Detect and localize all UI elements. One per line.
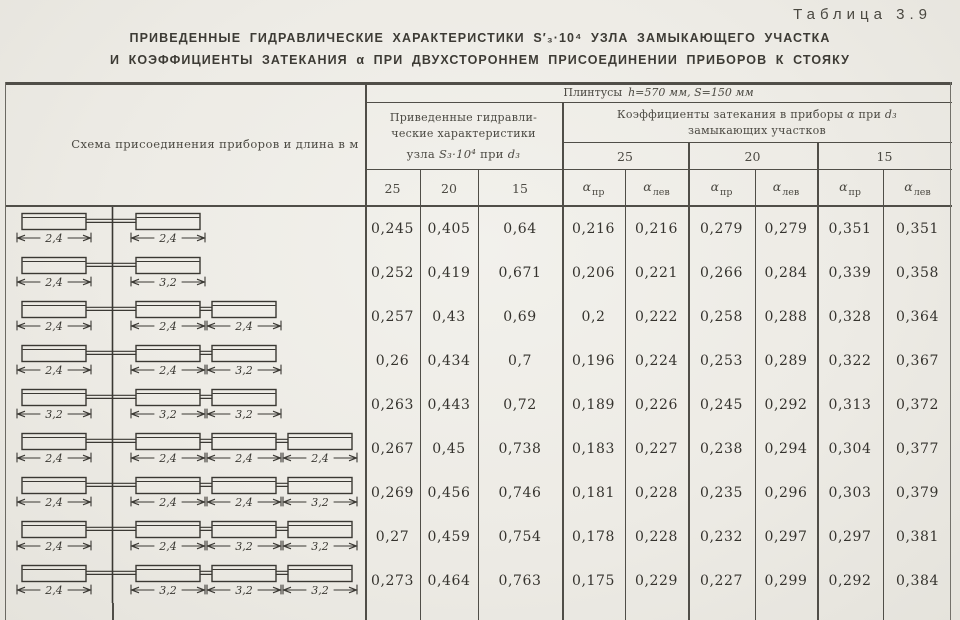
value-r1-c6: 0,279: [699, 221, 744, 237]
value-r5-c7: 0,292: [764, 397, 808, 413]
col-header-group-15: 15: [876, 149, 893, 164]
value-r7-c5: 0,228: [634, 485, 679, 501]
col-header-s-25: 25: [384, 181, 401, 196]
value-r3-c3: 0,69: [503, 309, 537, 325]
header-divider-2: [562, 142, 952, 143]
col-header-group-25: 25: [617, 149, 633, 164]
value-r7-c2: 0,456: [427, 485, 471, 501]
top-span-value: h=570 мм, S=150 мм: [628, 86, 754, 99]
value-r9-c3: 0,763: [498, 573, 542, 589]
value-r8-c3: 0,754: [498, 529, 542, 545]
value-r3-c9: 0,364: [895, 309, 940, 325]
svg-text:2,4: 2,4: [45, 363, 63, 377]
value-r3-c2: 0,43: [432, 309, 466, 325]
value-r6-c2: 0,45: [432, 441, 466, 457]
value-r9-c7: 0,299: [764, 573, 808, 589]
value-r3-c8: 0,328: [828, 309, 872, 325]
hydraulics-table: [5, 82, 952, 620]
schematic-drawing: [6, 515, 364, 559]
svg-text:3,2: 3,2: [311, 495, 329, 509]
value-r2-c5: 0,221: [634, 265, 679, 281]
value-r6-c5: 0,227: [634, 441, 679, 457]
schematic-row-5: [6, 383, 364, 427]
table-border-top: [5, 82, 952, 85]
schematic-drawing: [6, 471, 364, 515]
svg-text:3,2: 3,2: [235, 363, 253, 377]
value-r7-c6: 0,235: [699, 485, 744, 501]
schematic-row-1: [6, 207, 364, 251]
svg-text:3,2: 3,2: [235, 539, 253, 553]
schematic-drawing: [6, 383, 364, 427]
svg-text:3,2: 3,2: [45, 407, 63, 421]
value-r3-c4: 0,2: [581, 309, 606, 325]
col-header-alpha-pr-20: $\alpha_{пр}$: [710, 179, 733, 198]
svg-text:2,4: 2,4: [159, 363, 177, 377]
col-header-group-20: 20: [744, 149, 761, 164]
value-r3-c1: 0,257: [370, 309, 415, 325]
value-r5-c1: 0,263: [370, 397, 415, 413]
svg-text:2,4: 2,4: [45, 495, 63, 509]
schematic-drawing: [6, 295, 364, 339]
right-group-line1: Коэффициенты затекания в приборы α при d₃: [617, 108, 897, 122]
value-r9-c1: 0,273: [370, 573, 415, 589]
value-r1-c9: 0,351: [895, 221, 940, 237]
value-r9-c5: 0,229: [634, 573, 679, 589]
value-r5-c3: 0,72: [503, 397, 537, 413]
value-r2-c7: 0,284: [764, 265, 808, 281]
value-r2-c8: 0,339: [828, 265, 872, 281]
value-r4-c9: 0,367: [895, 353, 940, 369]
value-r8-c2: 0,459: [427, 529, 471, 545]
table-caption: Таблица 3.9: [793, 6, 932, 23]
schematic-row-9: [6, 559, 364, 603]
svg-text:2,4: 2,4: [45, 583, 63, 597]
value-r4-c6: 0,253: [699, 353, 744, 369]
value-r4-c7: 0,289: [764, 353, 808, 369]
value-r5-c4: 0,189: [571, 397, 616, 413]
value-r4-c2: 0,434: [427, 353, 471, 369]
svg-text:2,4: 2,4: [159, 319, 177, 333]
value-r7-c9: 0,379: [895, 485, 940, 501]
value-r9-c2: 0,464: [427, 573, 471, 589]
svg-text:2,4: 2,4: [235, 319, 253, 333]
svg-text:2,4: 2,4: [45, 231, 63, 245]
svg-text:2,4: 2,4: [311, 451, 329, 465]
value-r5-c5: 0,226: [634, 397, 679, 413]
schematic-row-3: [6, 295, 364, 339]
value-r6-c6: 0,238: [699, 441, 744, 457]
value-r2-c2: 0,419: [427, 265, 471, 281]
schematic-row-8: [6, 515, 364, 559]
value-r8-c8: 0,297: [828, 529, 872, 545]
schematic-drawing: [6, 339, 364, 383]
svg-text:2,4: 2,4: [159, 231, 177, 245]
value-r6-c3: 0,738: [498, 441, 542, 457]
value-r9-c4: 0,175: [571, 573, 616, 589]
svg-text:2,4: 2,4: [45, 319, 63, 333]
value-r1-c5: 0,216: [634, 221, 679, 237]
header-divider-3: [365, 169, 952, 170]
col-header-schema: Схема присоединения приборов и длина в м: [71, 137, 359, 152]
value-r4-c4: 0,196: [571, 353, 616, 369]
value-r8-c4: 0,178: [571, 529, 616, 545]
svg-text:2,4: 2,4: [235, 495, 253, 509]
value-r8-c7: 0,297: [764, 529, 808, 545]
svg-text:3,2: 3,2: [159, 583, 177, 597]
value-r7-c7: 0,296: [764, 485, 808, 501]
header-divider-1: [365, 102, 952, 103]
value-r7-c8: 0,303: [828, 485, 872, 501]
schematic-row-6: [6, 427, 364, 471]
schematic-drawing: [6, 559, 364, 603]
value-r5-c9: 0,372: [895, 397, 940, 413]
col-header-alpha-lev-20: $\alpha_{лев}$: [772, 179, 800, 198]
schematic-row-4: [6, 339, 364, 383]
value-r4-c8: 0,322: [828, 353, 872, 369]
svg-text:2,4: 2,4: [235, 451, 253, 465]
value-r1-c1: 0,245: [370, 221, 415, 237]
value-r1-c3: 0,64: [503, 221, 537, 237]
value-r4-c3: 0,7: [507, 353, 533, 369]
table-title-line-1: ПРИВЕДЕННЫЕ ГИДРАВЛИЧЕСКИЕ ХАРАКТЕРИСТИКИ S′₃·10⁴ УЗЛА ЗАМЫКАЮЩЕГО УЧАСТКА: [129, 31, 831, 45]
value-r9-c8: 0,292: [828, 573, 872, 589]
value-r2-c6: 0,266: [699, 265, 744, 281]
right-group-line2: замыкающих участков: [687, 124, 827, 137]
col-header-left-group: [365, 103, 562, 170]
value-r8-c5: 0,228: [634, 529, 679, 545]
col-header-right-group: [562, 103, 952, 143]
schematic-drawing: [6, 207, 364, 251]
svg-text:3,2: 3,2: [311, 539, 329, 553]
svg-text:2,4: 2,4: [159, 539, 177, 553]
left-group-line3: узла S₃·10⁴ при d₃: [406, 147, 521, 162]
value-r1-c8: 0,351: [828, 221, 872, 237]
value-r7-c4: 0,181: [571, 485, 616, 501]
value-r5-c8: 0,313: [828, 397, 872, 413]
value-r8-c9: 0,381: [895, 529, 940, 545]
table-title-line-2: И КОЭФФИЦИЕНТЫ ЗАТЕКАНИЯ α ПРИ ДВУХСТОРОННЕМ ПРИСОЕДИНЕНИИ ПРИБОРОВ К СТОЯКУ: [109, 53, 851, 67]
value-r5-c2: 0,443: [427, 397, 471, 413]
svg-text:2,4: 2,4: [45, 539, 63, 553]
value-r9-c9: 0,384: [895, 573, 940, 589]
value-r4-c1: 0,26: [375, 353, 410, 369]
svg-text:3,2: 3,2: [311, 583, 329, 597]
col-header-top-span: [365, 82, 952, 103]
svg-text:2,4: 2,4: [45, 275, 63, 289]
value-r3-c7: 0,288: [764, 309, 808, 325]
schematic-row-2: [6, 251, 364, 295]
col-header-s-15: 15: [512, 181, 528, 196]
svg-text:3,2: 3,2: [159, 407, 177, 421]
value-r3-c6: 0,258: [699, 309, 744, 325]
value-r8-c6: 0,232: [699, 529, 744, 545]
schematic-row-7: [6, 471, 364, 515]
svg-text:3,2: 3,2: [159, 275, 177, 289]
value-r2-c1: 0,252: [370, 265, 415, 281]
value-r1-c4: 0,216: [571, 221, 616, 237]
value-r6-c9: 0,377: [895, 441, 940, 457]
value-r7-c3: 0,746: [498, 485, 542, 501]
value-r2-c3: 0,671: [498, 265, 542, 281]
value-r6-c4: 0,183: [571, 441, 616, 457]
top-span-label: Плинтусы: [563, 86, 623, 99]
value-r5-c6: 0,245: [699, 397, 744, 413]
schematic-drawing: [6, 427, 364, 471]
col-header-alpha-lev-15: $\alpha_{лев}$: [904, 179, 931, 198]
col-header-alpha-lev-25: $\alpha_{лев}$: [643, 179, 670, 198]
schematic-drawing: [6, 251, 364, 295]
value-r1-c2: 0,405: [427, 221, 471, 237]
value-r7-c1: 0,269: [370, 485, 415, 501]
svg-text:2,4: 2,4: [159, 451, 177, 465]
col-header-alpha-pr-25: $\alpha_{пр}$: [582, 179, 605, 198]
riser-line-extension: [112, 603, 114, 620]
value-r8-c1: 0,27: [375, 529, 410, 545]
value-r6-c8: 0,304: [828, 441, 872, 457]
value-r2-c9: 0,358: [895, 265, 940, 281]
value-r3-c5: 0,222: [634, 309, 679, 325]
svg-text:2,4: 2,4: [45, 451, 63, 465]
left-group-line1: Приведенные гидравли-: [389, 110, 538, 124]
svg-text:3,2: 3,2: [235, 407, 253, 421]
value-r4-c5: 0,224: [634, 353, 679, 369]
value-r6-c1: 0,267: [370, 441, 415, 457]
svg-text:3,2: 3,2: [235, 583, 253, 597]
col-header-s-20: 20: [441, 181, 457, 196]
svg-text:2,4: 2,4: [159, 495, 177, 509]
value-r1-c7: 0,279: [764, 221, 808, 237]
value-r9-c6: 0,227: [699, 573, 744, 589]
value-r6-c7: 0,294: [764, 441, 808, 457]
col-header-alpha-pr-15: $\alpha_{пр}$: [839, 179, 861, 198]
left-group-line2: ческие характеристики: [391, 126, 536, 140]
value-r2-c4: 0,206: [571, 265, 616, 281]
